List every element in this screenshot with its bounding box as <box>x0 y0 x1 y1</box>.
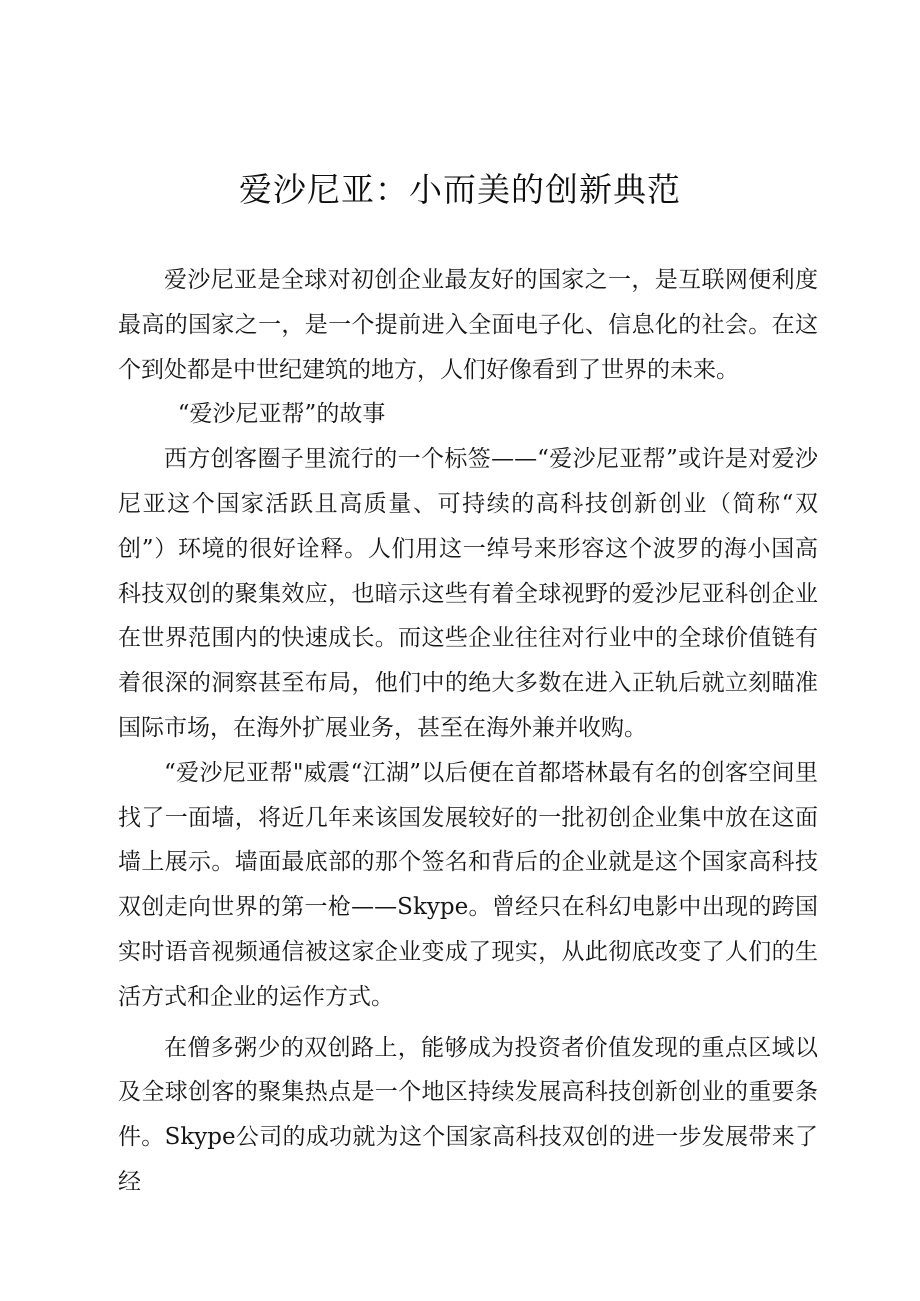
section-heading: “爱沙尼亚帮”的故事 <box>177 401 386 428</box>
paragraph-label: 西方创客圈子里流行的一个标签——“爱沙尼亚帮”或许是对爱沙尼亚这个国家活跃且高质量、可持续的高科技创新创业（简称“双创”）环境的很好诠释。人们用这一绰号来形容这个波罗的海小国高科技双创的聚集效应，也暗示这些有着全球视野的爱沙尼亚科创企业在世界范围内的快速成长。而这些企业往往对行业中的全球价值链有着很深的洞察甚至布局，他们中的绝大多数在进入正轨后就立刻瞄准国际市场，在海外扩展业务，甚至在海外兼并收购。 <box>118 446 818 741</box>
paragraph-wall: “爱沙尼亚帮"威震“江湖”以后便在首都塔林最有名的创客空间里找了一面墙，将近几年来该国发展较好的一批初创企业集中放在这面墙上展示。墙面最底部的那个签名和背后的企业就是这个国家高科技双创走向世界的第一枪——Skype。曾经只在科幻电影中出现的跨国实时语音视频通信被这家企业变成了现实，从此彻底改变了人们的生活方式和企业的运作方式。 <box>118 759 818 1010</box>
paragraph-conditions: 在僧多粥少的双创路上，能够成为投资者价值发现的重点区域以及全球创客的聚集热点是一个地区持续发展高科技创新创业的重要条件。Skype公司的成功就为这个国家高科技双创的进一步发展带来了经 <box>118 1034 818 1195</box>
document-title: 爱沙尼亚：小而美的创新典范 <box>239 170 681 209</box>
paragraph-intro: 爱沙尼亚是全球对初创企业最友好的国家之一，是互联网便利度最高的国家之一，是一个提前进入全面电子化、信息化的社会。在这个到处都是中世纪建筑的地方，人们好像看到了世界的未来。 <box>118 267 818 383</box>
document-body <box>118 258 818 1205</box>
